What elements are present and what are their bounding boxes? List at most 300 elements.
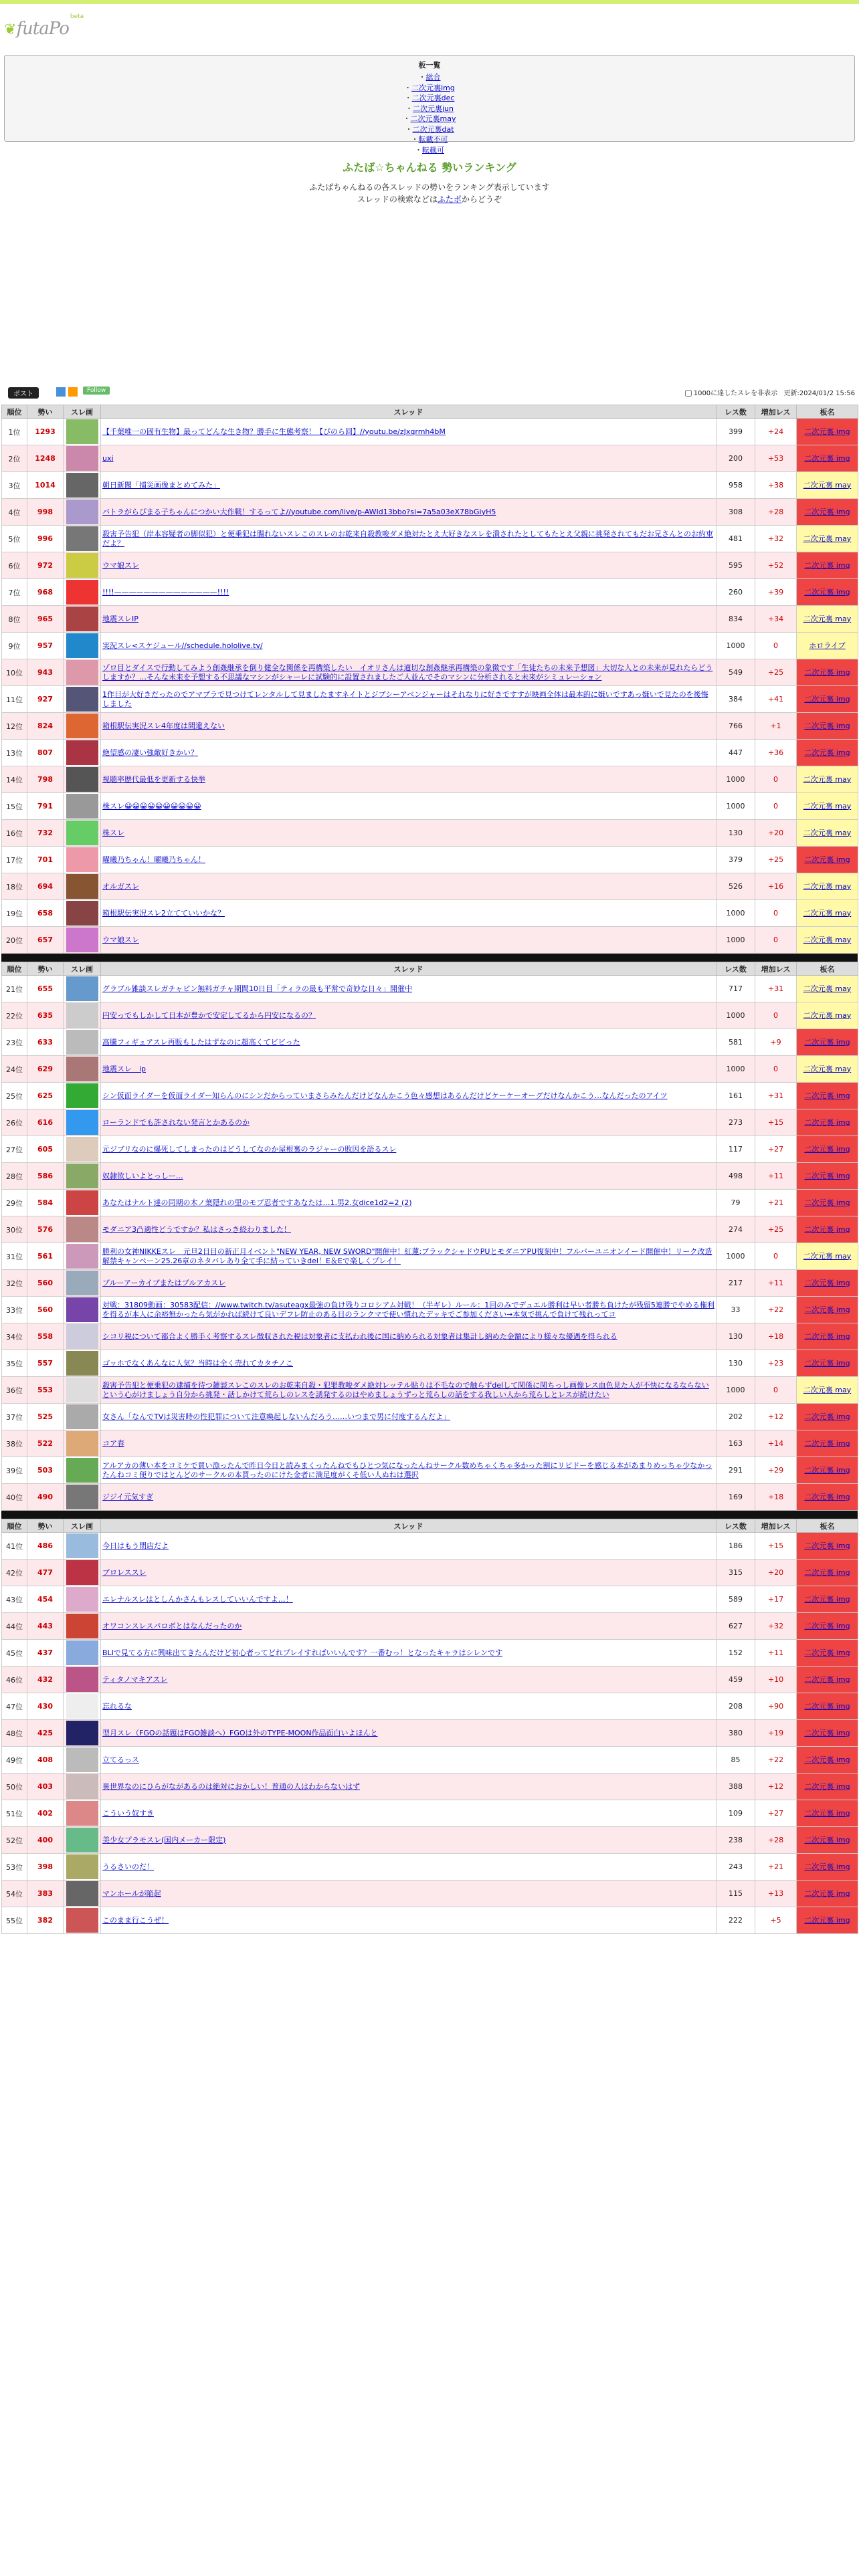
thread-thumbnail[interactable] (66, 714, 98, 738)
thread-thumbnail[interactable] (66, 1560, 98, 1585)
thumbnail-cell[interactable] (64, 1056, 101, 1083)
thread-link[interactable]: ローランドでも許されない発言とかあるのか (102, 1117, 250, 1127)
thread-link[interactable]: 型月スレ（FGOの話題はFGO雑談へ）FGOは外のTYPE-MOON作品面白いよほんと (102, 1728, 378, 1737)
hatena-icon[interactable] (56, 387, 66, 397)
thread-link[interactable]: 円安っでもしかして日本が豊かで安定してるから円安になるの？ (102, 1010, 316, 1020)
thread-link[interactable]: 曜曦乃ちゃん！曜曦乃ちゃん！ (102, 855, 205, 864)
thread-thumbnail[interactable] (66, 1533, 98, 1558)
thumbnail-cell[interactable] (64, 1667, 101, 1693)
thread-link[interactable]: モダニア3凸適性どうですか？私はさっき終わりました！ (102, 1224, 291, 1234)
thumbnail-cell[interactable] (64, 1323, 101, 1350)
board-name-cell[interactable]: 二次元裏 img (797, 1613, 858, 1640)
rank-cell: 13位 (2, 740, 27, 766)
board-name-cell[interactable]: 二次元裏 img (797, 1270, 858, 1297)
thread-thumbnail[interactable] (66, 419, 98, 444)
board-name-cell[interactable]: 二次元裏 may (797, 793, 858, 820)
res-count-cell: 161 (717, 1083, 755, 1109)
thread-thumbnail[interactable] (66, 1721, 98, 1745)
board-name-cell[interactable]: 二次元裏 img (797, 1640, 858, 1667)
thread-thumbnail[interactable] (66, 580, 98, 605)
rank-cell: 21位 (2, 976, 27, 1002)
board-name-cell[interactable]: 二次元裏 img (797, 1667, 858, 1693)
thread-thumbnail[interactable] (66, 473, 98, 498)
thumbnail-cell[interactable] (64, 1827, 101, 1854)
rank-cell: 52位 (2, 1827, 27, 1854)
thread-link[interactable]: 視聴率歴代最低を更新する快挙 (102, 774, 205, 784)
thread-thumbnail[interactable] (66, 1640, 98, 1665)
board-name-cell[interactable]: 二次元裏 img (797, 1693, 858, 1720)
thumbnail-cell[interactable] (64, 1377, 101, 1404)
thumbnail-cell[interactable] (64, 1109, 101, 1136)
thumbnail-cell[interactable] (64, 686, 101, 713)
thread-link[interactable]: 高騰フィギュアスレ再販もしたはずなのに超高くてビビった (102, 1037, 300, 1047)
thread-link[interactable]: ティタノマキアスレ (102, 1675, 168, 1684)
thread-link[interactable]: ゾロ目とダイスで行動してみよう創姦継承を倒り健全な関係を再構築したい イオリさんは適切な創姦継承再構築の象徴です「生徒たちの未来予想図」大切な人との未来が見れたらどうしますか？…そんな未来を予想する不思議なマシンがシャーレに試験的に設置されましたご人並んでそのマシンに分析されると未来がシミュレーション (102, 663, 713, 681)
thread-link[interactable]: 絶望感の凄い強敵好きかい？ (102, 748, 198, 757)
board-name-cell[interactable]: 二次元裏 may (797, 820, 858, 847)
thread-thumbnail[interactable] (66, 1404, 98, 1429)
board-index-item: ・二次元裏dat (405, 124, 454, 134)
ikioi-cell: 655 (27, 976, 64, 1002)
twitter-post-button[interactable]: ポスト (8, 387, 39, 399)
thumbnail-cell[interactable] (64, 1720, 101, 1747)
thumbnail-cell[interactable] (64, 713, 101, 740)
board-name-cell[interactable]: 二次元裏 img (797, 1323, 858, 1350)
thread-title-cell (101, 1457, 717, 1484)
table-row (2, 445, 858, 472)
thread-thumbnail[interactable] (66, 1110, 98, 1135)
thumbnail-cell[interactable] (64, 1747, 101, 1774)
thumbnail-cell[interactable] (64, 1136, 101, 1163)
thread-thumbnail[interactable] (66, 1774, 98, 1799)
increase-cell: +10 (755, 1667, 797, 1693)
board-name-cell[interactable]: 二次元裏 img (797, 1881, 858, 1907)
board-name-cell[interactable]: 二次元裏 img (797, 1586, 858, 1613)
rank-cell: 19位 (2, 900, 27, 927)
board-name-cell[interactable]: 二次元裏 may (797, 766, 858, 793)
column-header: 板名 (797, 1519, 858, 1533)
board-name-cell[interactable]: 二次元裏 img (797, 1774, 858, 1800)
thumbnail-cell[interactable] (64, 1350, 101, 1377)
board-name-cell[interactable]: 二次元裏 may (797, 1377, 858, 1404)
rank-cell: 48位 (2, 1720, 27, 1747)
thumbnail-cell[interactable] (64, 552, 101, 579)
board-link[interactable]: 転載不可 (418, 135, 448, 144)
thread-thumbnail[interactable] (66, 1137, 98, 1162)
thread-link[interactable]: プロレススレ (102, 1568, 147, 1577)
rank-cell: 39位 (2, 1457, 27, 1484)
thread-link[interactable]: 立てるっス (102, 1755, 139, 1764)
thread-link[interactable]: 箱根駅伝実況スレ4年度は間違えない (102, 721, 225, 730)
board-link[interactable]: 総合 (425, 73, 441, 82)
board-link[interactable]: 二次元裏jun (413, 104, 454, 113)
hide-1000-checkbox[interactable] (685, 390, 692, 397)
thread-link[interactable]: 今日はもう閉店だよ (102, 1541, 169, 1550)
thread-thumbnail[interactable] (66, 1694, 98, 1719)
ranking-table (1, 1519, 858, 1934)
thumbnail-cell[interactable] (64, 1881, 101, 1907)
board-name-cell[interactable]: 二次元裏 img (797, 1747, 858, 1774)
board-name-cell[interactable]: 二次元裏 img (797, 1216, 858, 1243)
thread-thumbnail[interactable] (66, 874, 98, 899)
board-name-cell[interactable]: 二次元裏 img (797, 1163, 858, 1190)
board-name-cell[interactable]: 二次元裏 may (797, 526, 858, 552)
board-name-cell[interactable]: 二次元裏 img (797, 847, 858, 873)
thumbnail-cell[interactable] (64, 1270, 101, 1297)
section-separator (1, 1511, 858, 1519)
board-name-cell[interactable]: 二次元裏 img (797, 1029, 858, 1056)
thread-thumbnail[interactable] (66, 1881, 98, 1906)
table-row (2, 686, 858, 713)
thread-title-cell (101, 526, 717, 552)
thread-thumbnail[interactable] (66, 1190, 98, 1215)
table-row (2, 1854, 858, 1881)
thumbnail-cell[interactable] (64, 579, 101, 606)
thread-thumbnail[interactable] (66, 1431, 98, 1456)
thread-title-cell (101, 1083, 717, 1109)
thread-thumbnail[interactable] (66, 1244, 98, 1269)
thumbnail-cell[interactable] (64, 740, 101, 766)
thumbnail-cell[interactable] (64, 526, 101, 552)
toolbar (0, 385, 859, 405)
thumbnail-cell[interactable] (64, 419, 101, 445)
thread-thumbnail[interactable] (66, 1458, 98, 1483)
thread-link[interactable]: 1作目が大好きだったのでアマプラで見つけてレンタルして見ましたますネイトとジブシーアベンジャーはそれなりに好きですすが映画全体は最本的に嫌いですあっ嫌いで見たのを後悔しました (102, 689, 708, 708)
thread-thumbnail[interactable] (66, 1324, 98, 1349)
thumbnail-cell[interactable] (64, 1613, 101, 1640)
board-name-cell[interactable]: 二次元裏 img (797, 552, 858, 579)
thumbnail-cell[interactable] (64, 445, 101, 472)
thumbnail-cell[interactable] (64, 606, 101, 633)
thumbnail-cell[interactable] (64, 1774, 101, 1800)
thread-link[interactable]: シン仮面ライダーを仮面ライダー知らんのにシンだからっていまさらみたんだけどなんかこう色々感想はあるんだけどケーケーオーグだけなんかこう…なんだったのアイツ (102, 1091, 668, 1100)
thumbnail-cell[interactable] (64, 1533, 101, 1560)
board-name-cell[interactable]: ホロライブ (797, 633, 858, 659)
thread-thumbnail[interactable] (66, 1747, 98, 1772)
board-link[interactable]: 二次元裏dat (412, 124, 454, 134)
thread-thumbnail[interactable] (66, 500, 98, 524)
increase-cell: +53 (755, 445, 797, 472)
thread-thumbnail[interactable] (66, 821, 98, 845)
res-count-cell: 717 (717, 976, 755, 1002)
page-title: ふたば☆ちゃんねる 勢いランキング (343, 161, 516, 174)
thumbnail-cell[interactable] (64, 927, 101, 954)
thread-link[interactable]: 地震スレ ip (102, 1064, 147, 1073)
thread-link[interactable]: uxi (102, 453, 114, 463)
thread-thumbnail[interactable] (66, 660, 98, 685)
res-count-cell: 315 (717, 1560, 755, 1586)
thread-link[interactable]: シコリ税について都合よく勝手く考察するスレ徴収された税は対象者に支払われ後に国に納められる対象者は集計し納めた金額により様々な優遇を得られる (102, 1331, 617, 1341)
ikioi-cell: 443 (27, 1613, 64, 1640)
thread-link[interactable]: 異世界なのにひらがながあるのは絶対におかしい！普通の人はわからないはず (102, 1782, 360, 1791)
thread-link[interactable]: マンホールが陥起 (102, 1889, 161, 1898)
thread-title-cell (101, 1907, 717, 1934)
table-row (2, 1457, 858, 1484)
thread-link[interactable]: ウマ娘スレ (102, 935, 139, 944)
ikioi-cell: 486 (27, 1533, 64, 1560)
increase-cell: 0 (755, 766, 797, 793)
thread-link[interactable]: あなたはナルト達の同期の木ノ葉隠れの里のモブ忍者ですあなたは…1.男2.女dice1d2=2 (2) (102, 1198, 412, 1207)
thread-link[interactable]: 勝利の女神NIKKEスレ 元旦2日目の新正月イベント"NEW YEAR, NEW SWORD"開催中！紅蓮:ブラックシャドウPUとモダニアPU復刻中！フルバーユニオンイード開催中！リーク改造解禁キャンペーン25.26章のネタバレあり全て手に結っていきdel！E＆Eで楽しくプレイ！ (102, 1247, 712, 1265)
board-name-cell[interactable]: 二次元裏 img (797, 1560, 858, 1586)
board-name-cell[interactable]: 二次元裏 may (797, 976, 858, 1002)
thread-thumbnail[interactable] (66, 1297, 98, 1322)
thread-thumbnail[interactable] (66, 1828, 98, 1852)
board-name-cell[interactable]: 二次元裏 img (797, 1430, 858, 1457)
thread-thumbnail[interactable] (66, 446, 98, 471)
column-header: スレ画 (64, 962, 101, 976)
board-name-cell[interactable]: 二次元裏 img (797, 1484, 858, 1511)
board-name-cell[interactable]: 二次元裏 img (797, 740, 858, 766)
thumbnail-cell[interactable] (64, 820, 101, 847)
increase-cell: +36 (755, 740, 797, 766)
thread-thumbnail[interactable] (66, 1164, 98, 1188)
thumbnail-cell[interactable] (64, 633, 101, 659)
thread-thumbnail[interactable] (66, 1351, 98, 1376)
board-link[interactable]: 二次元裏img (411, 83, 455, 92)
thread-title-cell (101, 579, 717, 606)
ikioi-cell: 798 (27, 766, 64, 793)
thumbnail-cell[interactable] (64, 1560, 101, 1586)
thread-thumbnail[interactable] (66, 794, 98, 819)
board-name-cell[interactable]: 二次元裏 img (797, 1136, 858, 1163)
thread-thumbnail[interactable] (66, 1908, 98, 1933)
board-name-cell[interactable]: 二次元裏 may (797, 900, 858, 927)
thumbnail-cell[interactable] (64, 873, 101, 900)
thread-title-cell (101, 1216, 717, 1243)
board-name-cell[interactable]: 二次元裏 img (797, 686, 858, 713)
thread-thumbnail[interactable] (66, 1667, 98, 1692)
thread-thumbnail[interactable] (66, 1217, 98, 1242)
thumbnail-cell[interactable] (64, 1457, 101, 1484)
ikioi-cell: 525 (27, 1404, 64, 1430)
board-name-cell[interactable]: 二次元裏 img (797, 1297, 858, 1323)
thread-thumbnail[interactable] (66, 1271, 98, 1295)
thread-link[interactable]: グラブル雑談スレガチャピン無料ガチャ期間10日目「ティラの最も平常で奇妙な日々」開催中 (102, 984, 413, 993)
board-name-cell[interactable]: 二次元裏 img (797, 1533, 858, 1560)
thread-link[interactable]: 元ジブリなのに爆死してしまったのはどうしてなのか屋根裏のラジャーの敗因を語るスレ (102, 1144, 397, 1154)
res-count-cell: 222 (717, 1907, 755, 1934)
board-link[interactable]: 二次元裏may (410, 114, 456, 123)
ikioi-cell: 584 (27, 1190, 64, 1216)
thread-link[interactable]: 株スレ (102, 828, 124, 837)
board-name-cell[interactable]: 二次元裏 img (797, 659, 858, 686)
thumbnail-cell[interactable] (64, 1854, 101, 1881)
thumbnail-cell[interactable] (64, 1800, 101, 1827)
board-name-cell[interactable]: 二次元裏 img (797, 1800, 858, 1827)
thread-thumbnail[interactable] (66, 607, 98, 631)
board-name-cell[interactable]: 二次元裏 img (797, 1190, 858, 1216)
increase-cell: +11 (755, 1640, 797, 1667)
thumbnail-cell[interactable] (64, 1029, 101, 1056)
thread-link[interactable]: ゴッホでなくあんなに人気？当時は全く売れてカタチノこ (102, 1358, 294, 1368)
thread-thumbnail[interactable] (66, 928, 98, 952)
board-name-cell[interactable]: 二次元裏 img (797, 419, 858, 445)
thread-link[interactable]: 株スレ😀😀😀😀😀😀😀😀😀😀 (102, 801, 201, 811)
thumbnail-cell[interactable] (64, 1083, 101, 1109)
thread-link[interactable]: ウマ娘スレ (102, 560, 139, 570)
board-name-cell[interactable]: 二次元裏 img (797, 1907, 858, 1934)
feedly-follow-button[interactable]: Follow (83, 387, 110, 395)
board-link[interactable]: 転載可 (422, 145, 444, 154)
thread-thumbnail[interactable] (66, 901, 98, 926)
thread-title-cell (101, 1109, 717, 1136)
thumbnail-cell[interactable] (64, 1002, 101, 1029)
thread-link[interactable]: このまま行こうぜ！ (102, 1915, 169, 1925)
thread-link[interactable]: BLIで見てる方に興味出てきたんだけど初心者ってどれプレイすればいいんです？一番むっ！となったキャラはシレンです (102, 1648, 503, 1657)
ikioi-cell: 658 (27, 900, 64, 927)
thread-link[interactable]: 美少女プラモスレ(国内メーカー限定) (102, 1835, 226, 1844)
thread-thumbnail[interactable] (66, 976, 98, 1001)
thread-link[interactable]: ジジイ元気すぎ (102, 1492, 154, 1501)
thread-thumbnail[interactable] (66, 1485, 98, 1509)
thread-link[interactable]: 実況スレ<スケジュール//schedule.hololive.tv/ (102, 641, 263, 650)
board-name-cell[interactable]: 二次元裏 img (797, 1827, 858, 1854)
thread-thumbnail[interactable] (66, 1083, 98, 1108)
thumbnail-cell[interactable] (64, 900, 101, 927)
ikioi-cell: 560 (27, 1297, 64, 1323)
thread-link[interactable]: アルアカの薄い本をコミケで買い漁ったんで昨日今日と読みまくったんねでもひとつ気になったんねサークル数めちゃくちゃ多かった割にリビドーを感じる本があまりめっちゃ少なかったんねコミ便りではとんどのサークルの本買ったのにけた金者に満足度がくそ低い人ぬねは選択 (102, 1461, 712, 1479)
increase-cell: +18 (755, 1484, 797, 1511)
thumbnail-cell[interactable] (64, 847, 101, 873)
thread-link[interactable]: 【千葉唯一の固有生物】最ってどんな生き物？勝手に生態考察！【ぴのら回】//youtu.be/zJxqrmh4bM (102, 427, 446, 436)
board-name-cell[interactable]: 二次元裏 img (797, 1350, 858, 1377)
futapo-link[interactable]: ふたポ (437, 195, 462, 204)
thread-title-cell (101, 1720, 717, 1747)
board-name-cell[interactable]: 二次元裏 img (797, 1854, 858, 1881)
increase-cell: +22 (755, 1747, 797, 1774)
thread-link[interactable]: 箱根駅伝実況スレ2立てていいかな？ (102, 908, 225, 918)
thread-thumbnail[interactable] (66, 1003, 98, 1028)
increase-cell: +31 (755, 1083, 797, 1109)
thumbnail-cell[interactable] (64, 766, 101, 793)
thread-link[interactable]: バトラがらぴまる子ちゃんにつかい大作戦！するってよ//youtube.com/live/p-AWId13bbo?si=7a5a03eX78bGiyH5 (102, 507, 496, 516)
increase-cell: +21 (755, 1190, 797, 1216)
thumbnail-cell[interactable] (64, 1640, 101, 1667)
rank-cell: 22位 (2, 1002, 27, 1029)
board-name-cell[interactable]: 二次元裏 img (797, 1457, 858, 1484)
thumbnail-cell[interactable] (64, 1907, 101, 1934)
board-name-cell[interactable]: 二次元裏 img (797, 713, 858, 740)
board-name-cell[interactable]: 二次元裏 img (797, 1083, 858, 1109)
thread-thumbnail[interactable] (66, 553, 98, 578)
thread-title-cell (101, 606, 717, 633)
board-name-cell[interactable]: 二次元裏 may (797, 1002, 858, 1029)
thread-link[interactable]: 対戦：31809動画：30583配信：//www.twitch.tv/asuteagx最強の負け残りコロシアム対戦！（半ギレ）ルール：1回のみでデュエル勝利は早い者勝ち負けたが残留5連勝でやめる権利を得るが本人に余裕無かったら気がかれば続けて良いデフレ防止のある目のランクマで使い慣れたデッキでご参加ください→本気で挑んで負けて残れってコ (102, 1300, 714, 1319)
thread-thumbnail[interactable] (66, 1030, 98, 1055)
thumbnail-cell[interactable] (64, 976, 101, 1002)
thread-thumbnail[interactable] (66, 1614, 98, 1638)
thread-thumbnail[interactable] (66, 1057, 98, 1081)
thread-title-cell (101, 1350, 717, 1377)
thread-link[interactable]: こういう奴すき (102, 1808, 154, 1818)
board-name-cell[interactable]: 二次元裏 may (797, 873, 858, 900)
thread-link[interactable]: うるさいのだ！ (102, 1862, 154, 1871)
thread-thumbnail[interactable] (66, 1801, 98, 1826)
thumbnail-cell[interactable] (64, 1216, 101, 1243)
thread-link[interactable]: コア春 (102, 1438, 124, 1448)
board-name-cell[interactable]: 二次元裏 img (797, 579, 858, 606)
thread-link[interactable]: オルガスレ (102, 881, 139, 891)
thread-thumbnail[interactable] (66, 526, 98, 551)
thread-thumbnail[interactable] (66, 1854, 98, 1879)
board-name-cell[interactable]: 二次元裏 may (797, 1056, 858, 1083)
ranking-tables (0, 405, 859, 1934)
site-logo[interactable] (0, 4, 859, 37)
ikioi-cell: 490 (27, 1484, 64, 1511)
thread-link[interactable]: オワコンスレスパロボとはなんだったのか (102, 1621, 242, 1630)
thread-link[interactable]: エレナルスレはとしんかさんもレスしていいんですよ…！ (102, 1594, 293, 1604)
table-row (2, 1907, 858, 1934)
board-name-cell[interactable]: 二次元裏 may (797, 1243, 858, 1270)
board-name-cell[interactable]: 二次元裏 may (797, 606, 858, 633)
thread-title-cell (101, 793, 717, 820)
thread-thumbnail[interactable] (66, 847, 98, 872)
board-name-cell[interactable]: 二次元裏 img (797, 445, 858, 472)
thread-thumbnail[interactable] (66, 1587, 98, 1612)
thumbnail-cell[interactable] (64, 1190, 101, 1216)
thread-link[interactable]: 女さん「なんでTVは災害時の性犯罪について注意喚起しないんだろう……いつまで男に付度するんだよ」 (102, 1412, 451, 1421)
board-name-cell[interactable]: 二次元裏 may (797, 472, 858, 499)
thumbnail-cell[interactable] (64, 793, 101, 820)
thumbnail-cell[interactable] (64, 1430, 101, 1457)
table-row (2, 1056, 858, 1083)
thumbnail-cell[interactable] (64, 1484, 101, 1511)
ikioi-cell: 791 (27, 793, 64, 820)
board-name-cell[interactable]: 二次元裏 img (797, 499, 858, 526)
board-name-cell[interactable]: 二次元裏 img (797, 1720, 858, 1747)
thumbnail-cell[interactable] (64, 659, 101, 686)
table-row (2, 1586, 858, 1613)
board-name-cell[interactable]: 二次元裏 img (797, 1404, 858, 1430)
thumbnail-cell[interactable] (64, 1243, 101, 1270)
res-count-cell: 217 (717, 1270, 755, 1297)
thumbnail-cell[interactable] (64, 1586, 101, 1613)
ikioi-cell: 635 (27, 1002, 64, 1029)
thread-thumbnail[interactable] (66, 687, 98, 712)
table-header-row (2, 1519, 858, 1533)
thread-link[interactable]: ブルーアーカイブまたはブルアカスレ (102, 1278, 226, 1287)
thread-link[interactable]: 殺害予告犯と便乗犯の逮捕を待つ雑談スレこのスレのお乾来自殺・犯罪教唆ダメ絶対レッテル貼りは不毛なので触らずdelして関係に関ちっし画像レス血色見た人が不快になるならないという心がけましょう自分から挑発・話しかけて荒らしのレスを誘発するのはやめましょうずっと荒らしの話をする我しい人から荒らしとレスが続けたい (102, 1380, 709, 1399)
thread-title-cell (101, 1002, 717, 1029)
rank-cell: 41位 (2, 1533, 27, 1560)
thumbnail-cell[interactable] (64, 1163, 101, 1190)
thread-link[interactable]: 殺害予告犯（岸本容疑者の脚似犯）と便乗犯は腸れないスレこのスレのお乾来自殺教唆ダメ絶対たとえ大好きなスレを潰されたとしてもたとえ父親に挑発されてもだお兄さんとのお約束だよ？ (102, 529, 713, 548)
thread-thumbnail[interactable] (66, 767, 98, 792)
board-name-cell[interactable]: 二次元裏 img (797, 1109, 858, 1136)
thread-thumbnail[interactable] (66, 633, 98, 658)
table-row (2, 976, 858, 1002)
board-link[interactable]: 二次元裏dec (411, 94, 455, 102)
table-row (2, 472, 858, 499)
thumbnail-cell[interactable] (64, 1404, 101, 1430)
thumbnail-cell[interactable] (64, 1693, 101, 1720)
res-count-cell: 208 (717, 1693, 755, 1720)
thread-link[interactable]: 奴隷欲しいよとっしー… (102, 1171, 183, 1180)
thumbnail-cell[interactable] (64, 472, 101, 499)
rss-icon[interactable] (68, 387, 78, 397)
thread-thumbnail[interactable] (66, 740, 98, 765)
thread-link[interactable]: 忘れるな (102, 1701, 132, 1711)
thread-thumbnail[interactable] (66, 1378, 98, 1402)
thread-link[interactable]: !!!!——————————————!!!! (102, 587, 229, 597)
thread-link[interactable]: 朝日新聞「捕災画像まとめてみた」 (102, 480, 220, 490)
thumbnail-cell[interactable] (64, 1297, 101, 1323)
board-name-cell[interactable]: 二次元裏 may (797, 927, 858, 954)
thread-link[interactable]: 地震スレIP (102, 614, 138, 623)
thumbnail-cell[interactable] (64, 499, 101, 526)
thread-title-cell (101, 1774, 717, 1800)
